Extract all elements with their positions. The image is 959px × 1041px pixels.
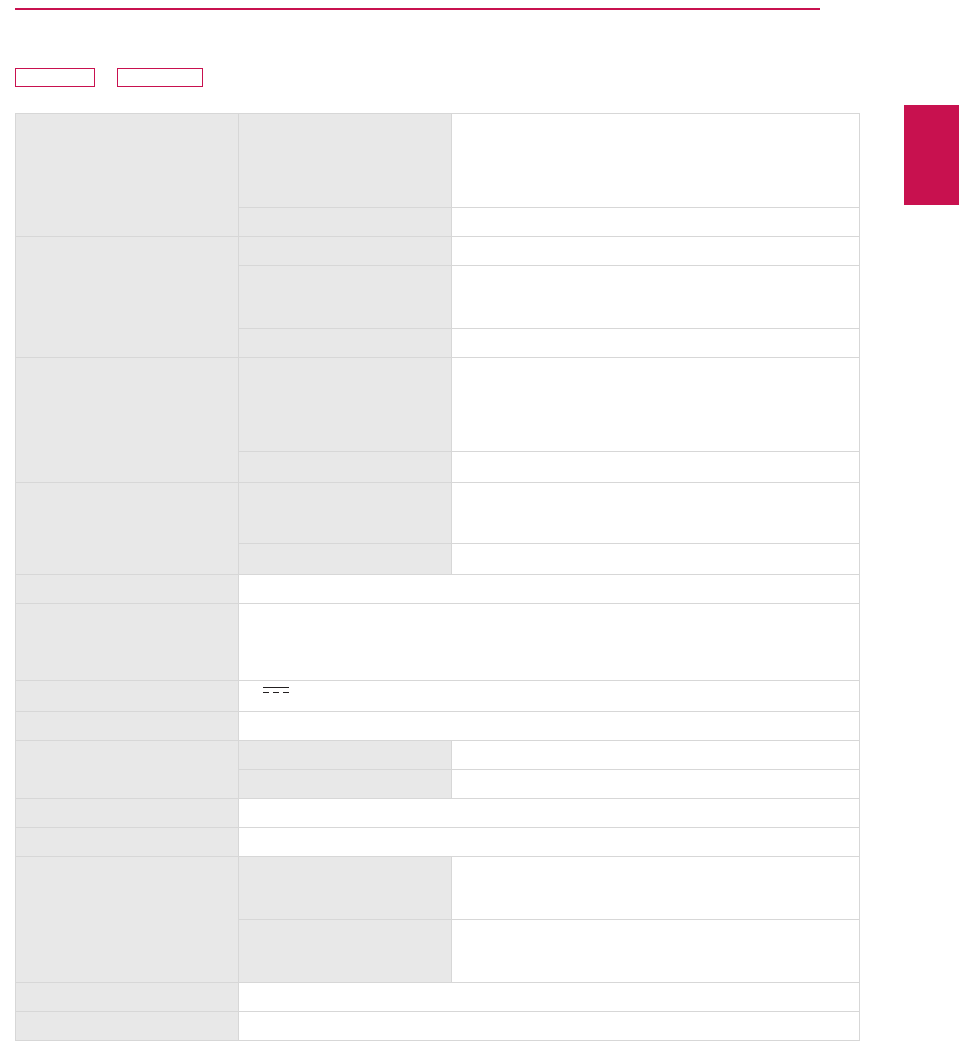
spec-value-cell bbox=[239, 681, 860, 712]
spec-group-cell bbox=[16, 237, 239, 358]
spec-group-cell bbox=[16, 681, 239, 712]
spec-group-cell bbox=[16, 799, 239, 828]
table-row bbox=[16, 114, 860, 208]
spec-group-cell bbox=[16, 857, 239, 983]
specification-table bbox=[15, 113, 860, 1041]
spec-sub-cell bbox=[239, 483, 452, 544]
header-chip-1 bbox=[15, 68, 95, 87]
spec-value-cell bbox=[452, 857, 860, 920]
spec-sub-cell bbox=[239, 741, 452, 770]
spec-value-cell bbox=[452, 329, 860, 358]
spec-sub-cell bbox=[239, 452, 452, 483]
side-tab-marker bbox=[904, 105, 959, 205]
spec-value-cell bbox=[452, 208, 860, 237]
spec-sub-cell bbox=[239, 329, 452, 358]
spec-value-cell bbox=[452, 483, 860, 544]
table-row bbox=[16, 483, 860, 544]
dc-power-icon bbox=[263, 686, 289, 697]
spec-sub-cell bbox=[239, 237, 452, 266]
spec-value-cell bbox=[452, 741, 860, 770]
spec-sub-cell bbox=[239, 358, 452, 452]
spec-sub-cell bbox=[239, 920, 452, 983]
spec-group-cell bbox=[16, 575, 239, 604]
spec-value-cell bbox=[452, 920, 860, 983]
table-row bbox=[16, 575, 860, 604]
spec-group-cell bbox=[16, 358, 239, 483]
spec-sub-cell bbox=[239, 857, 452, 920]
spec-group-cell bbox=[16, 828, 239, 857]
spec-value-cell bbox=[452, 237, 860, 266]
spec-value-cell bbox=[239, 604, 860, 681]
table-row bbox=[16, 1012, 860, 1041]
spec-group-cell bbox=[16, 983, 239, 1012]
spec-group-cell bbox=[16, 741, 239, 799]
spec-sub-cell bbox=[239, 544, 452, 575]
table-row bbox=[16, 712, 860, 741]
table-row bbox=[16, 604, 860, 681]
spec-value-cell bbox=[452, 452, 860, 483]
spec-group-cell bbox=[16, 604, 239, 681]
spec-value-cell bbox=[452, 770, 860, 799]
specification-table-body bbox=[16, 114, 860, 1041]
spec-group-cell bbox=[16, 1012, 239, 1041]
spec-sub-cell bbox=[239, 208, 452, 237]
header-chips bbox=[15, 68, 203, 87]
spec-value-cell bbox=[239, 712, 860, 741]
spec-value-cell bbox=[452, 114, 860, 208]
table-row bbox=[16, 857, 860, 920]
spec-value-cell bbox=[239, 1012, 860, 1041]
table-row bbox=[16, 358, 860, 452]
spec-value-cell bbox=[452, 266, 860, 329]
table-row bbox=[16, 741, 860, 770]
table-row bbox=[16, 983, 860, 1012]
header-chip-2 bbox=[117, 68, 203, 87]
spec-value-cell bbox=[239, 983, 860, 1012]
table-row bbox=[16, 828, 860, 857]
spec-value-cell bbox=[452, 358, 860, 452]
spec-sub-cell bbox=[239, 770, 452, 799]
spec-group-cell bbox=[16, 712, 239, 741]
table-row bbox=[16, 681, 860, 712]
spec-value-cell bbox=[239, 575, 860, 604]
spec-value-cell bbox=[239, 828, 860, 857]
spec-sub-cell bbox=[239, 114, 452, 208]
spec-value-cell bbox=[452, 544, 860, 575]
spec-sub-cell bbox=[239, 266, 452, 329]
top-accent-rule bbox=[15, 8, 820, 10]
table-row bbox=[16, 799, 860, 828]
table-row bbox=[16, 237, 860, 266]
spec-group-cell bbox=[16, 114, 239, 237]
spec-value-cell bbox=[239, 799, 860, 828]
spec-group-cell bbox=[16, 483, 239, 575]
